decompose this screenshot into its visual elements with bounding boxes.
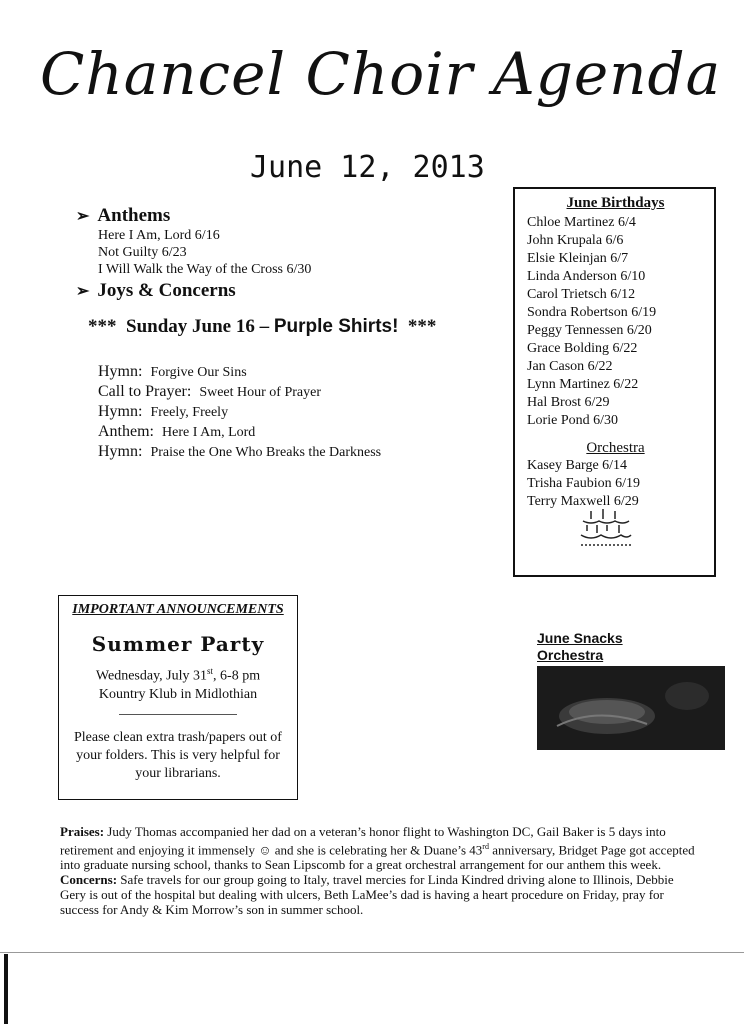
birthday-item: Chloe Martinez 6/4 xyxy=(527,215,636,230)
concerns-paragraph: Concerns: Safe travels for our group going to Italy, travel mercies for Linda Kindred driving alone to Illinois, Debbie Gery is out of the hospital but dealing with ulcers, Beth LaMee’s dad is having a heart procedure on Friday, pray for success for Andy & Kim Morrow’s son in summer school. xyxy=(60,872,674,918)
bottom-rule xyxy=(0,952,744,953)
order-item: Anthem: Here I Am, Lord xyxy=(98,423,256,440)
order-item: Call to Prayer: Sweet Hour of Prayer xyxy=(98,383,321,400)
order-of-service xyxy=(98,362,498,462)
praises-concerns xyxy=(60,824,700,917)
snacks-heading: June Snacks xyxy=(537,630,623,646)
concerns-label: Concerns: xyxy=(60,872,118,888)
anthem-item: I Will Walk the Way of the Cross 6/30 xyxy=(98,262,312,277)
birthday-item: Linda Anderson 6/10 xyxy=(527,269,646,284)
orchestra-heading: Orchestra xyxy=(586,440,645,456)
birthdays-heading: June Birthdays xyxy=(566,195,665,211)
agenda-date: June 12, 2013 xyxy=(250,150,485,185)
sunday-notice xyxy=(88,316,436,338)
birthday-item: Lorie Pond 6/30 xyxy=(527,413,618,428)
birthday-item: Sondra Robertson 6/19 xyxy=(527,305,657,320)
orchestra-birthday-item: Kasey Barge 6/14 xyxy=(527,458,628,473)
page-title: Chancel Choir Agenda xyxy=(40,40,722,108)
praises-label: Praises: xyxy=(60,824,105,839)
snacks-group: Orchestra xyxy=(537,647,604,663)
anthems-heading: Anthems xyxy=(97,205,171,226)
party-where: Kountry Klub in Midlothian xyxy=(98,686,258,702)
divider xyxy=(119,714,237,715)
purple-shirts: Purple Shirts! xyxy=(273,316,399,337)
birthday-cake-icon xyxy=(577,507,637,553)
summer-party-title: Summer Party xyxy=(91,632,265,656)
anthem-item: Not Guilty 6/23 xyxy=(98,245,187,260)
orchestra-birthday-item: Terry Maxwell 6/29 xyxy=(527,494,639,509)
announcements-box xyxy=(58,595,298,800)
snacks-section xyxy=(537,630,623,664)
birthday-item: Hal Brost 6/29 xyxy=(527,395,610,410)
order-item: Hymn: Freely, Freely xyxy=(98,403,229,420)
scan-edge xyxy=(4,954,8,1024)
order-item: Hymn: Praise the One Who Breaks the Darkness xyxy=(98,443,382,460)
party-when: Wednesday, July 31st, 6-8 pm xyxy=(95,666,261,684)
birthday-item: Elsie Kleinjan 6/7 xyxy=(527,251,629,266)
orchestra-birthday-item: Trisha Faubion 6/19 xyxy=(527,476,641,491)
folder-note: Please clean extra trash/papers out of your folders. This is very helpful for your librarians. xyxy=(74,729,282,781)
birthday-item: John Krupala 6/6 xyxy=(527,233,624,248)
birthday-item: Jan Cason 6/22 xyxy=(527,359,613,374)
anthem-item: Here I Am, Lord 6/16 xyxy=(98,228,220,243)
arrow-bullet-icon: ➢ xyxy=(76,208,90,225)
stars-right: *** xyxy=(407,316,437,337)
sunday-text: Sunday June 16 – xyxy=(126,316,270,337)
announcements-heading: IMPORTANT ANNOUNCEMENTS xyxy=(72,602,284,617)
birthday-item: Carol Trietsch 6/12 xyxy=(527,287,636,302)
snacks-photo-image xyxy=(537,666,725,750)
birthday-item: Peggy Tennessen 6/20 xyxy=(527,323,652,338)
birthday-item: Grace Bolding 6/22 xyxy=(527,341,638,356)
order-item: Hymn: Forgive Our Sins xyxy=(98,363,247,380)
anthems-section xyxy=(76,205,496,302)
snacks-photo xyxy=(537,666,725,750)
joys-heading: Joys & Concerns xyxy=(97,280,236,301)
birthdays-box xyxy=(513,187,716,577)
stars-left: *** xyxy=(88,316,117,337)
birthday-item: Lynn Martinez 6/22 xyxy=(527,377,639,392)
arrow-bullet-icon: ➢ xyxy=(76,283,90,300)
praises-paragraph: Praises: Judy Thomas accompanied her dad on a veteran’s honor flight to Washington DC, Gail Baker is 5 days into retirement and enjoying it immensely ☺ and she is celebrating her & Duane’s 43rd anniversary, Bridget Page got accepted into graduate nursing school, thanks to Sean Lipscomb for a great orchestral arrangement for our anthem this week. xyxy=(60,824,695,873)
